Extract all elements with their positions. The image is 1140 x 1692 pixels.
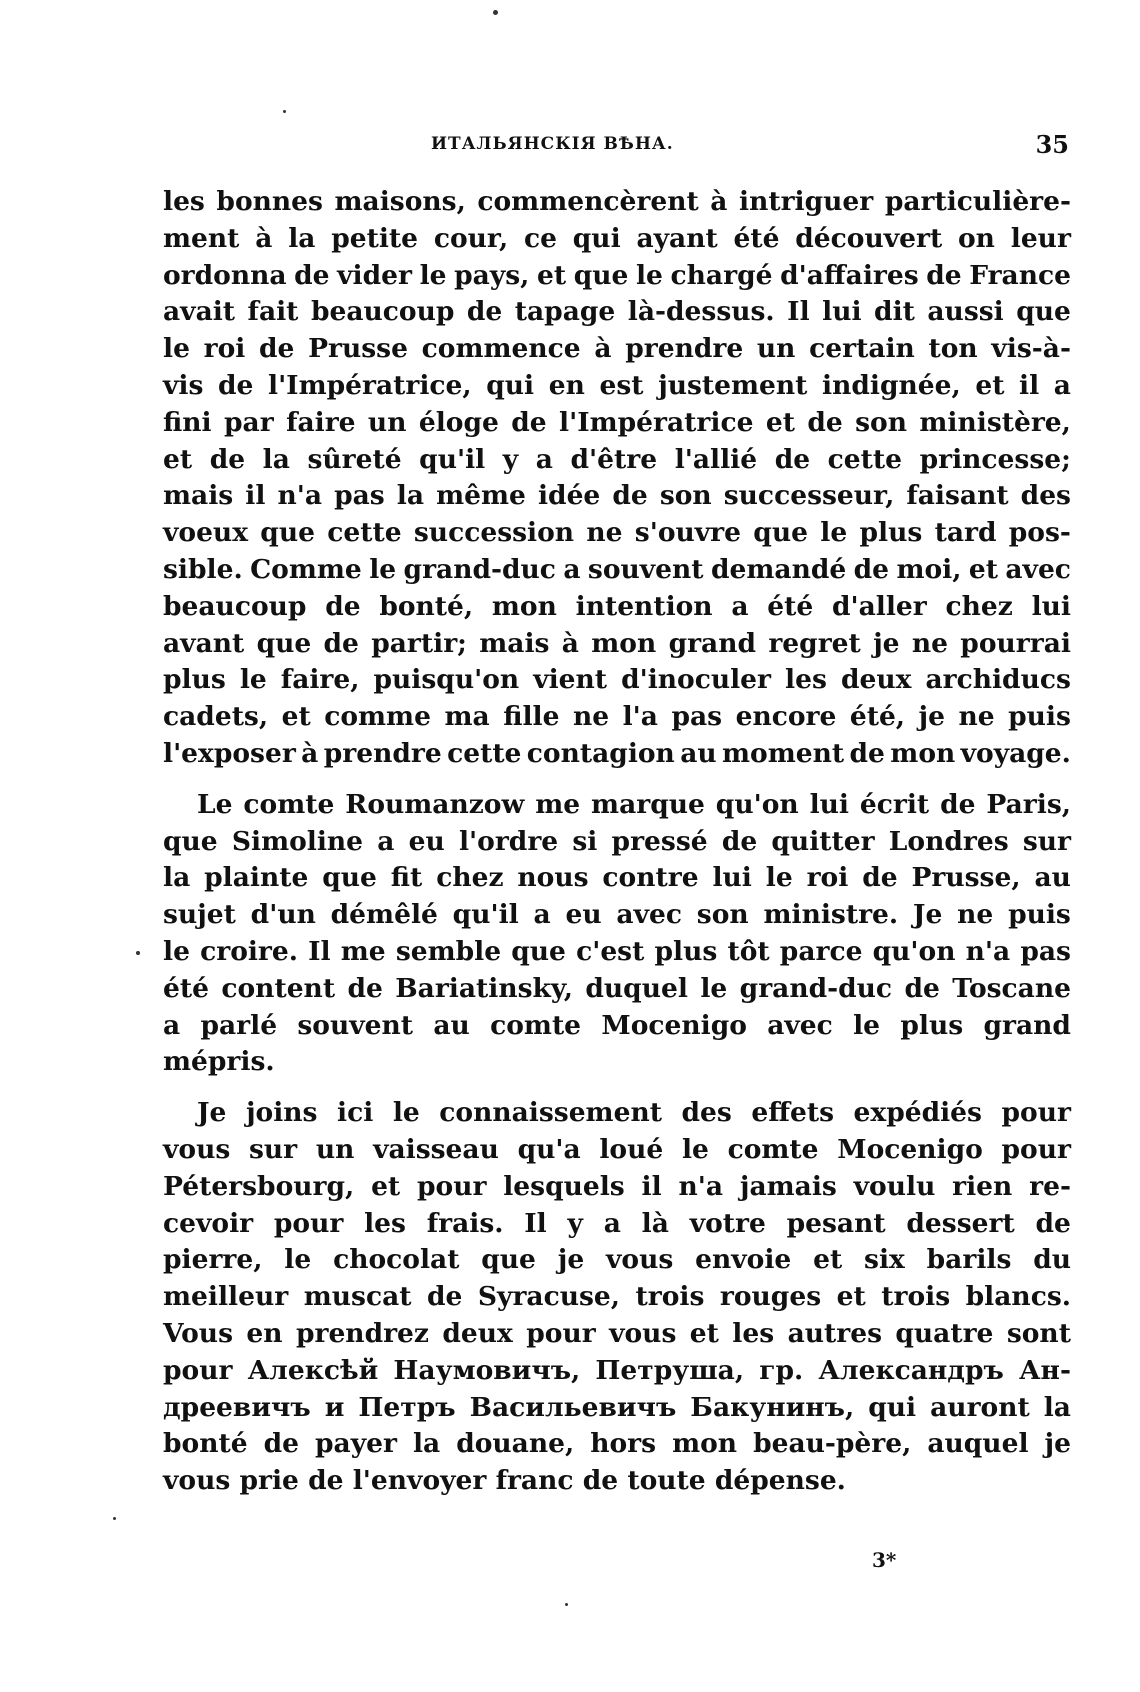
scan-speck bbox=[565, 1603, 568, 1606]
page-number: 35 bbox=[1035, 130, 1069, 159]
text-line: cevoir pour les frais. Il y a là votre pesant dessert de bbox=[163, 1207, 1071, 1239]
text-line: le croire. Il me semble que c'est plus tôt parce qu'on n'a pas bbox=[163, 935, 1071, 967]
scan-speck bbox=[113, 1517, 116, 1520]
text-line: beaucoup de bonté, mon intention a été d'aller chez lui bbox=[163, 590, 1071, 622]
text-line: cadets, et comme ma fille ne l'a pas encore été, je ne puis bbox=[163, 701, 1071, 733]
text-line: vous sur un vaisseau qu'a loué le comte Mocenigo pour bbox=[163, 1133, 1071, 1165]
text-line: l'exposer à prendre cette contagion au moment de mon voyage. bbox=[163, 737, 1071, 769]
scan-speck bbox=[136, 951, 140, 955]
text-line: sible. Comme le grand-duc a souvent demandé de moi, et avec bbox=[163, 553, 1071, 585]
text-line: mépris. bbox=[163, 1046, 275, 1078]
text-line: la plainte que fit chez nous contre lui le roi de Prusse, au bbox=[163, 862, 1071, 894]
paragraph-gap bbox=[163, 773, 1071, 787]
text-line: Le comte Roumanzow me marque qu'on lui écrit de Paris, bbox=[197, 788, 1071, 820]
scan-speck bbox=[283, 110, 286, 113]
paragraph-1 bbox=[163, 184, 1071, 773]
text-line: plus le faire, puisqu'on vient d'inoculer les deux archiducs bbox=[163, 664, 1071, 696]
text-line: vis de l'Impératrice, qui en est justement indignée, et il a bbox=[163, 369, 1071, 401]
running-head bbox=[163, 130, 1069, 164]
text-line: meilleur muscat de Syracuse, trois rouges et trois blancs. bbox=[163, 1281, 1071, 1313]
text-line: vous prie de l'envoyer franc de toute dépense. bbox=[163, 1465, 846, 1497]
text-line: Pétersbourg, et pour lesquels il n'a jamais voulu rien re- bbox=[163, 1170, 1071, 1202]
text-line: été content de Bariatinsky, duquel le grand-duc de Toscane bbox=[163, 972, 1071, 1004]
text-line: sujet d'un démêlé qu'il a eu avec son ministre. Je ne puis bbox=[163, 899, 1071, 931]
text-line: pour Алексѣй Наумовичъ, Петруша, гр. Александръ Ан- bbox=[163, 1354, 1071, 1386]
text-line: les bonnes maisons, commencèrent à intriguer particulière- bbox=[163, 186, 1071, 217]
text-line: que Simoline a eu l'ordre si pressé de quitter Londres sur bbox=[163, 825, 1071, 857]
text-line: дреевичъ и Петръ Васильевичъ Бакунинъ, qui auront la bbox=[163, 1391, 1071, 1423]
paragraph-2 bbox=[163, 787, 1071, 1081]
text-line: pierre, le chocolat que je vous envoie et six barils du bbox=[163, 1244, 1071, 1276]
signature-mark: 3* bbox=[872, 1548, 897, 1572]
running-title: ИТАЛЬЯНСКІЯ ВѢНА. bbox=[431, 134, 674, 154]
text-line: a parlé souvent au comte Mocenigo avec le plus grand bbox=[163, 1009, 1071, 1041]
text-line: avant que de partir; mais à mon grand regret je ne pourrai bbox=[163, 627, 1071, 659]
text-line: voeux que cette succession ne s'ouvre que le plus tard pos- bbox=[163, 517, 1071, 549]
text-line: Vous en prendrez deux pour vous et les autres quatre sont bbox=[163, 1317, 1071, 1349]
paragraph-3 bbox=[163, 1095, 1071, 1500]
text-line: mais il n'a pas la même idée de son successeur, faisant des bbox=[163, 480, 1071, 512]
text-line: et de la sûreté qu'il y a d'être l'allié de cette princesse; bbox=[163, 443, 1071, 475]
text-line: le roi de Prusse commence à prendre un certain ton vis-à- bbox=[163, 333, 1071, 365]
text-line: bonté de payer la douane, hors mon beau-père, auquel je bbox=[163, 1428, 1071, 1460]
text-line: ordonna de vider le pays, et que le chargé d'affaires de France bbox=[163, 259, 1071, 291]
paragraph-gap bbox=[163, 1081, 1071, 1095]
scan-speck bbox=[493, 10, 498, 15]
text-line: fini par faire un éloge de l'Impératrice et de son ministère, bbox=[163, 406, 1071, 438]
text-line: avait fait beaucoup de tapage là-dessus. Il lui dit aussi que bbox=[163, 296, 1071, 328]
text-line: ment à la petite cour, ce qui ayant été découvert on leur bbox=[163, 222, 1071, 254]
body-text bbox=[163, 184, 1071, 1500]
text-line: Je joins ici le connaissement des effets expédiés pour bbox=[197, 1097, 1071, 1129]
